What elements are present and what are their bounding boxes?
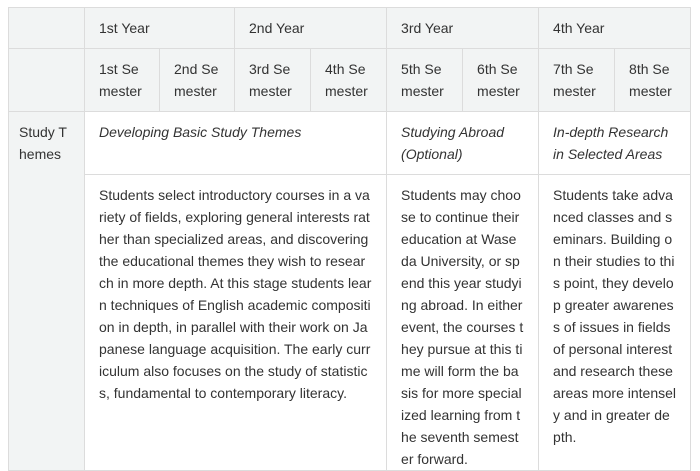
year-header-2 [235, 8, 387, 49]
semester-label: 6th Semester [477, 61, 520, 99]
year-header-4 [539, 8, 691, 49]
semester-header-8 [615, 49, 691, 112]
corner-cell [9, 8, 85, 49]
study-plan-table [8, 7, 691, 471]
semester-label: 3rd Semester [249, 61, 292, 99]
semester-header-2 [160, 49, 235, 112]
themes-row [9, 112, 691, 175]
semester-header-7 [539, 49, 615, 112]
semester-header-row [9, 49, 691, 112]
theme-abroad: Studying Abroad (Optional) [401, 124, 505, 162]
semester-label: 8th Semester [629, 61, 672, 99]
semester-label: 2nd Semester [174, 61, 219, 99]
year-header-3 [387, 8, 539, 49]
desc-abroad: Students may choose to continue their education at Waseda University, or spend this year studying abroad. In either event, the courses they pursue at this time will form the basis for more specialized learning from the seventh semester forward. [401, 187, 524, 467]
theme-abroad-cell [387, 112, 539, 175]
semester-label: 1st Semester [99, 61, 142, 99]
year-header-row [9, 8, 691, 49]
semester-header-6 [463, 49, 539, 112]
semester-label: 4th Semester [325, 61, 368, 99]
theme-research-cell [539, 112, 691, 175]
descriptions-row [9, 175, 691, 471]
year-header-1 [85, 8, 235, 49]
study-themes-label: Study Themes [19, 124, 67, 162]
desc-research-cell [539, 175, 691, 471]
semester-header-5 [387, 49, 463, 112]
year-label: 3rd Year [401, 20, 454, 36]
row-label-cell [9, 112, 85, 471]
semester-header-4 [311, 49, 387, 112]
year-label: 4th Year [553, 20, 605, 36]
theme-basic: Developing Basic Study Themes [99, 124, 302, 140]
year-label: 2nd Year [249, 20, 305, 36]
desc-basic: Students select introductory courses in a variety of fields, exploring general interests rather than specialized areas, and discovering the educational themes they wish to research in more depth. At this stage students learn techniques of English academic composition in depth, in parallel with their work on Japanese language acquisition. The early curriculum also focuses on the study of statistics, fundamental to contemporary literacy. [99, 187, 372, 401]
semester-header-1 [85, 49, 160, 112]
semester-label: 5th Semester [401, 61, 444, 99]
corner-cell [9, 49, 85, 112]
theme-research: In-depth Research in Selected Areas [553, 124, 669, 162]
year-label: 1st Year [99, 20, 150, 36]
study-plan-table-container [8, 7, 690, 467]
theme-basic-cell [85, 112, 387, 175]
desc-research: Students take advanced classes and seminars. Building on their studies to this point, they develop greater awareness of issues in fields of personal interest and research these areas more intensely and in greater depth. [553, 187, 676, 445]
semester-header-3 [235, 49, 311, 112]
semester-label: 7th Semester [553, 61, 596, 99]
desc-abroad-cell [387, 175, 539, 471]
desc-basic-cell [85, 175, 387, 471]
